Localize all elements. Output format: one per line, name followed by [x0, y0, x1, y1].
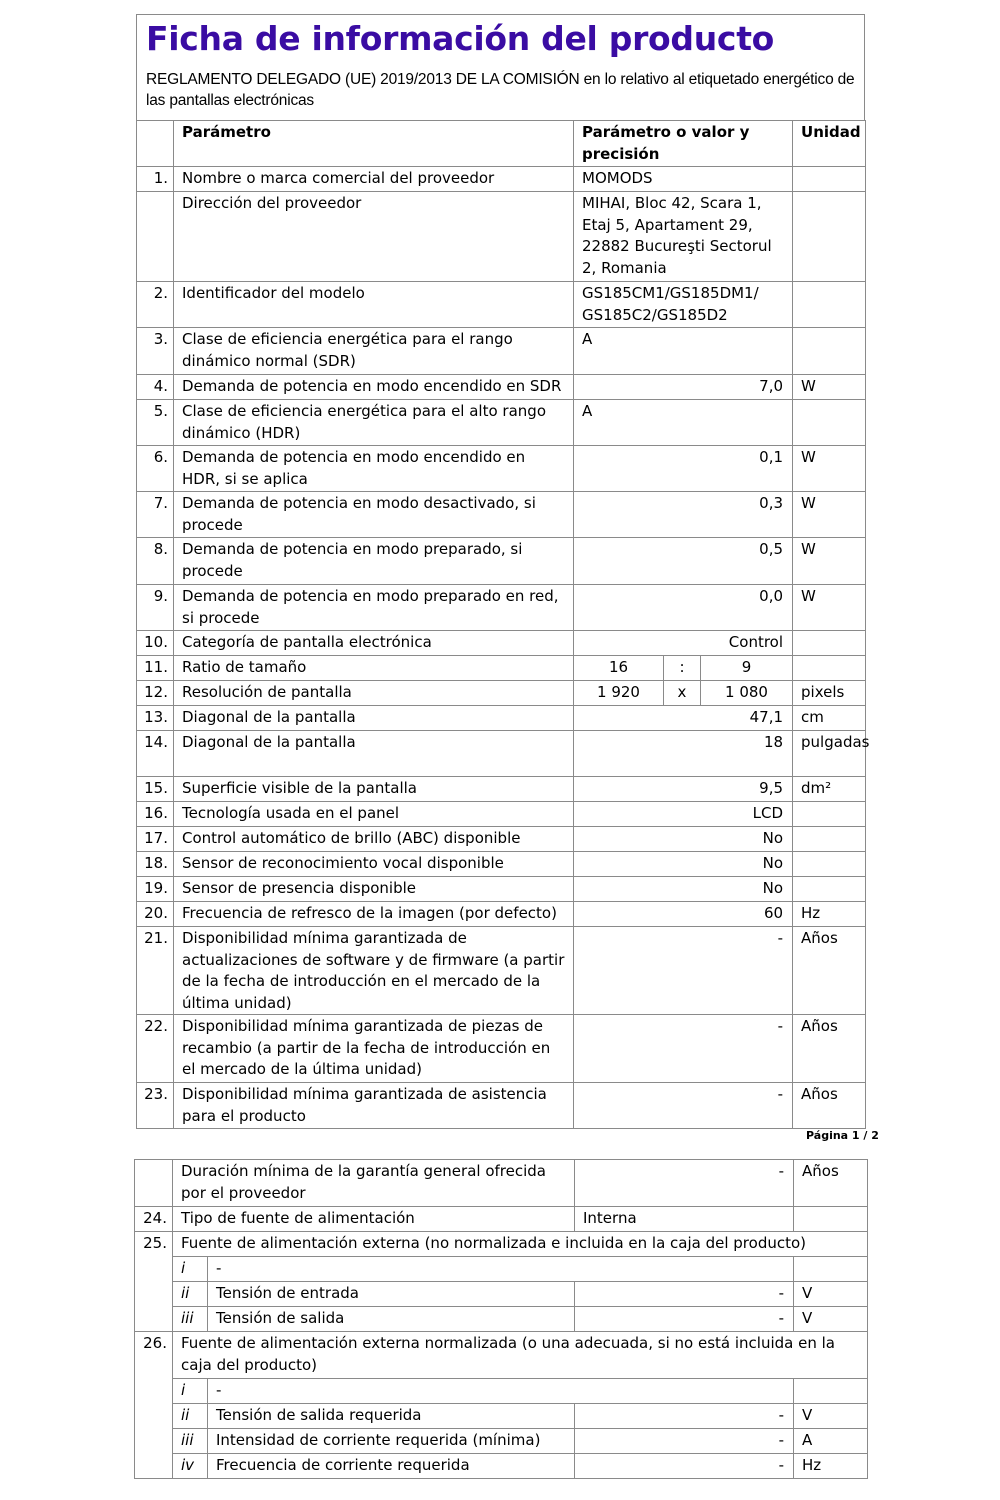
table-row: ii Tensión de entrada - V	[135, 1282, 868, 1307]
table-row: 1. Nombre o marca comercial del proveedor MOMODS	[137, 167, 866, 192]
table-row: 13. Diagonal de la pantalla 47,1 cm	[137, 706, 866, 731]
table-row: 12. Resolución de pantalla 1 920 x 1 080 pixels	[137, 681, 866, 706]
column-header-value: Parámetro o valor y precisión	[574, 121, 793, 167]
table-row: 6. Demanda de potencia en modo encendido en HDR, si se aplica 0,1 W	[137, 446, 866, 492]
table-row: ii Tensión de salida requerida - V	[135, 1404, 868, 1429]
table-row: 9. Demanda de potencia en modo preparado en red, si procede 0,0 W	[137, 585, 866, 631]
column-header-param: Parámetro	[174, 121, 574, 167]
table-row: 17. Control automático de brillo (ABC) disponible No	[137, 827, 866, 852]
power-supply-table	[134, 1159, 868, 1479]
table-row: 20. Frecuencia de refresco de la imagen (por defecto) 60 Hz	[137, 902, 866, 927]
table-row: 15. Superficie visible de la pantalla 9,5 dm²	[137, 777, 866, 802]
table-row: 26. Fuente de alimentación externa normalizada (o una adecuada, si no está incluida en la caja del producto)	[135, 1332, 868, 1379]
document-header	[136, 14, 865, 120]
table-row: 10. Categoría de pantalla electrónica Control	[137, 631, 866, 656]
table-row: 18. Sensor de reconocimiento vocal disponible No	[137, 852, 866, 877]
table-row: 7. Demanda de potencia en modo desactivado, si procede 0,3 W	[137, 492, 866, 538]
table-row: 24. Tipo de fuente de alimentación Interna	[135, 1207, 868, 1232]
page-title: Ficha de información del producto	[146, 19, 775, 58]
column-header-unit: Unidad	[793, 121, 866, 167]
table-row: i -	[135, 1257, 868, 1282]
table-row: 19. Sensor de presencia disponible No	[137, 877, 866, 902]
table-row: 4. Demanda de potencia en modo encendido en SDR 7,0 W	[137, 375, 866, 400]
table-row: Dirección del proveedor MIHAI, Bloc 42, Scara 1, Etaj 5, Apartament 29, 22882 Bucureşti Sectorul 2, Romania	[137, 192, 866, 282]
table-row: 14. Diagonal de la pantalla 18 pulgadas	[137, 731, 866, 777]
table-header-row	[137, 121, 866, 167]
table-row: 11. Ratio de tamaño 16 : 9	[137, 656, 866, 681]
table-row: iv Frecuencia de corriente requerida - Hz	[135, 1454, 868, 1479]
table-row: iii Tensión de salida - V	[135, 1307, 868, 1332]
product-info-table	[136, 120, 870, 1129]
table-row: 23. Disponibilidad mínima garantizada de asistencia para el producto - Años	[137, 1083, 866, 1129]
table-row: Duración mínima de la garantía general ofrecida por el proveedor - Años	[135, 1160, 868, 1207]
table-row: 22. Disponibilidad mínima garantizada de piezas de recambio (a partir de la fecha de introducción en el mercado de la última unidad) - Años	[137, 1015, 866, 1083]
table-row: 2. Identificador del modelo GS185CM1/GS185DM1/ GS185C2/GS185D2	[137, 282, 866, 328]
table-row: i -	[135, 1379, 868, 1404]
table-row: 21. Disponibilidad mínima garantizada de actualizaciones de software y de firmware (a partir de la fecha de introducción en el mercado de la última unidad) - Años	[137, 927, 866, 1015]
table-row: 3. Clase de eficiencia energética para el rango dinámico normal (SDR) A	[137, 328, 866, 375]
table-row: 25. Fuente de alimentación externa (no normalizada e incluida en la caja del producto)	[135, 1232, 868, 1257]
table-row: 5. Clase de eficiencia energética para el alto rango dinámico (HDR) A	[137, 400, 866, 446]
table-row: 16. Tecnología usada en el panel LCD	[137, 802, 866, 827]
table-row: 8. Demanda de potencia en modo preparado, si procede 0,5 W	[137, 538, 866, 585]
regulation-subtitle: REGLAMENTO DELEGADO (UE) 2019/2013 DE LA COMISIÓN en lo relativo al etiquetado energético de las pantallas electrónicas	[146, 71, 855, 109]
table-row: iii Intensidad de corriente requerida (mínima) - A	[135, 1429, 868, 1454]
page-indicator: Página 1 / 2	[806, 1129, 879, 1142]
